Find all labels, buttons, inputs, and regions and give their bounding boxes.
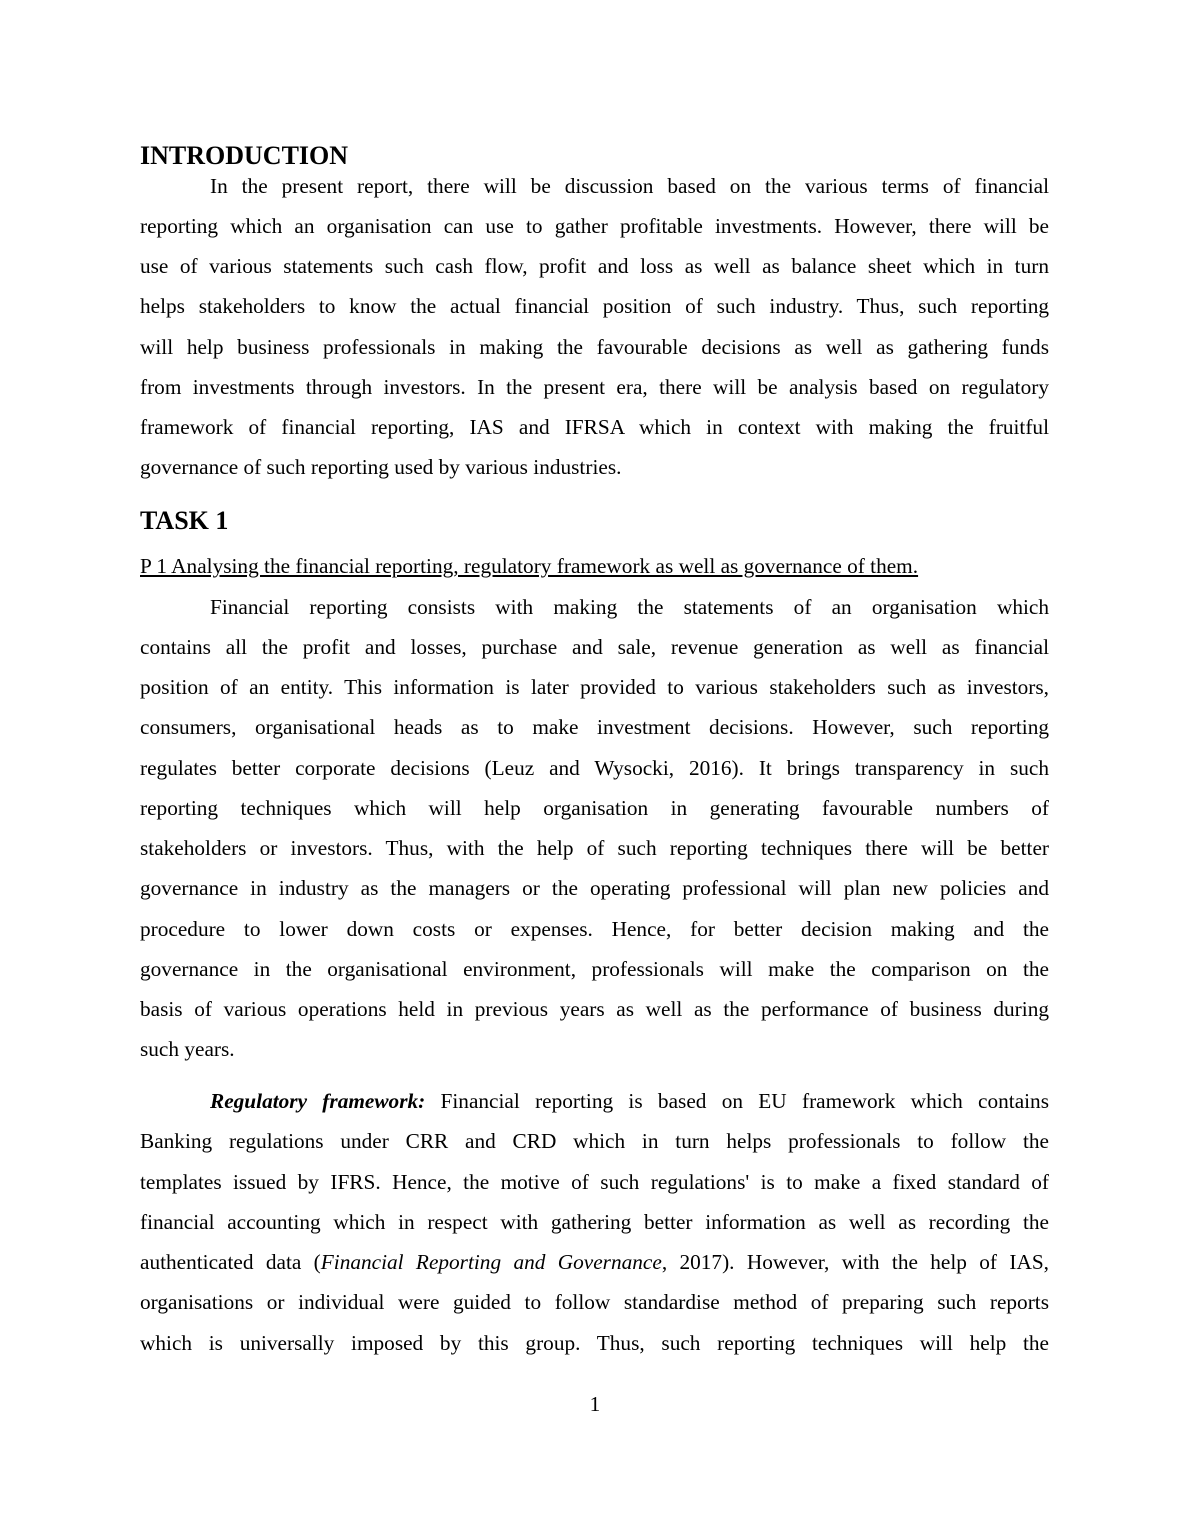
intro-line: helps stakeholders to know the actual financial position of such industry. Thus, such reporting (140, 294, 1049, 318)
task1-p1-line: position of an entity. This information is later provided to various stakeholders such as investors, (140, 675, 1049, 699)
task1-p1-line: procedure to lower down costs or expenses. Hence, for better decision making and the (140, 917, 1049, 941)
intro-line: In the present report, there will be discussion based on the various terms of financial (210, 174, 1049, 198)
task1-p1-line: governance in the organisational environment, professionals will make the comparison on the (140, 957, 1049, 981)
introduction-heading: INTRODUCTION (140, 141, 349, 170)
task1-p2-line: Banking regulations under CRR and CRD which in turn helps professionals to follow the (140, 1129, 1049, 1153)
task1-p1-line: consumers, organisational heads as to make investment decisions. However, such reporting (140, 715, 1049, 739)
task1-p1-line: regulates better corporate decisions (Leuz and Wysocki, 2016). It brings transparency in such (140, 756, 1049, 780)
task1-p1-line: stakeholders or investors. Thus, with the help of such reporting techniques there will be better (140, 836, 1049, 860)
task1-p1-line: Financial reporting consists with making the statements of an organisation which (210, 595, 1049, 619)
task1-p1-line: such years. (140, 1037, 235, 1061)
page-number: 1 (589, 1392, 601, 1416)
citation-prefix: authenticated data ( (140, 1250, 321, 1274)
task1-p2-line: which is universally imposed by this group. Thus, such reporting techniques will help the (140, 1331, 1049, 1355)
task1-p2-line (210, 1087, 1049, 1115)
task1-p1-line: governance in industry as the managers or the operating professional will plan new policies and (140, 876, 1049, 900)
task1-p2-line1-text: Financial reporting is based on EU framework which contains (425, 1089, 1049, 1113)
p1-subheading: P 1 Analysing the financial reporting, regulatory framework as well as governance of them. (140, 554, 919, 578)
citation-suffix: , 2017). However, with the help of IAS, (661, 1250, 1049, 1274)
intro-line: reporting which an organisation can use to gather profitable investments. However, there will be (140, 214, 1049, 238)
intro-line: use of various statements such cash flow, profit and loss as well as balance sheet which in turn (140, 254, 1049, 278)
task1-p2-line: organisations or individual were guided to follow standardise method of preparing such reports (140, 1290, 1049, 1314)
task1-p2-line: financial accounting which in respect with gathering better information as well as recording the (140, 1210, 1049, 1234)
intro-line: governance of such reporting used by various industries. (140, 455, 622, 479)
citation-title: Financial Reporting and Governance (320, 1250, 662, 1274)
task1-p1-line: basis of various operations held in previous years as well as the performance of business during (140, 997, 1049, 1021)
task1-heading: TASK 1 (140, 506, 229, 535)
task1-p1-line: reporting techniques which will help organisation in generating favourable numbers of (140, 796, 1049, 820)
regulatory-framework-label: Regulatory framework: (210, 1089, 426, 1113)
intro-line: from investments through investors. In the present era, there will be analysis based on regulatory (140, 375, 1049, 399)
intro-line: will help business professionals in making the favourable decisions as well as gathering funds (140, 335, 1049, 359)
task1-p1-line: contains all the profit and losses, purchase and sale, revenue generation as well as financial (140, 635, 1049, 659)
intro-line: framework of financial reporting, IAS and IFRSA which in context with making the fruitful (140, 415, 1049, 439)
task1-p2-line (140, 1248, 1049, 1276)
task1-p2-line: templates issued by IFRS. Hence, the motive of such regulations' is to make a fixed standard of (140, 1170, 1049, 1194)
